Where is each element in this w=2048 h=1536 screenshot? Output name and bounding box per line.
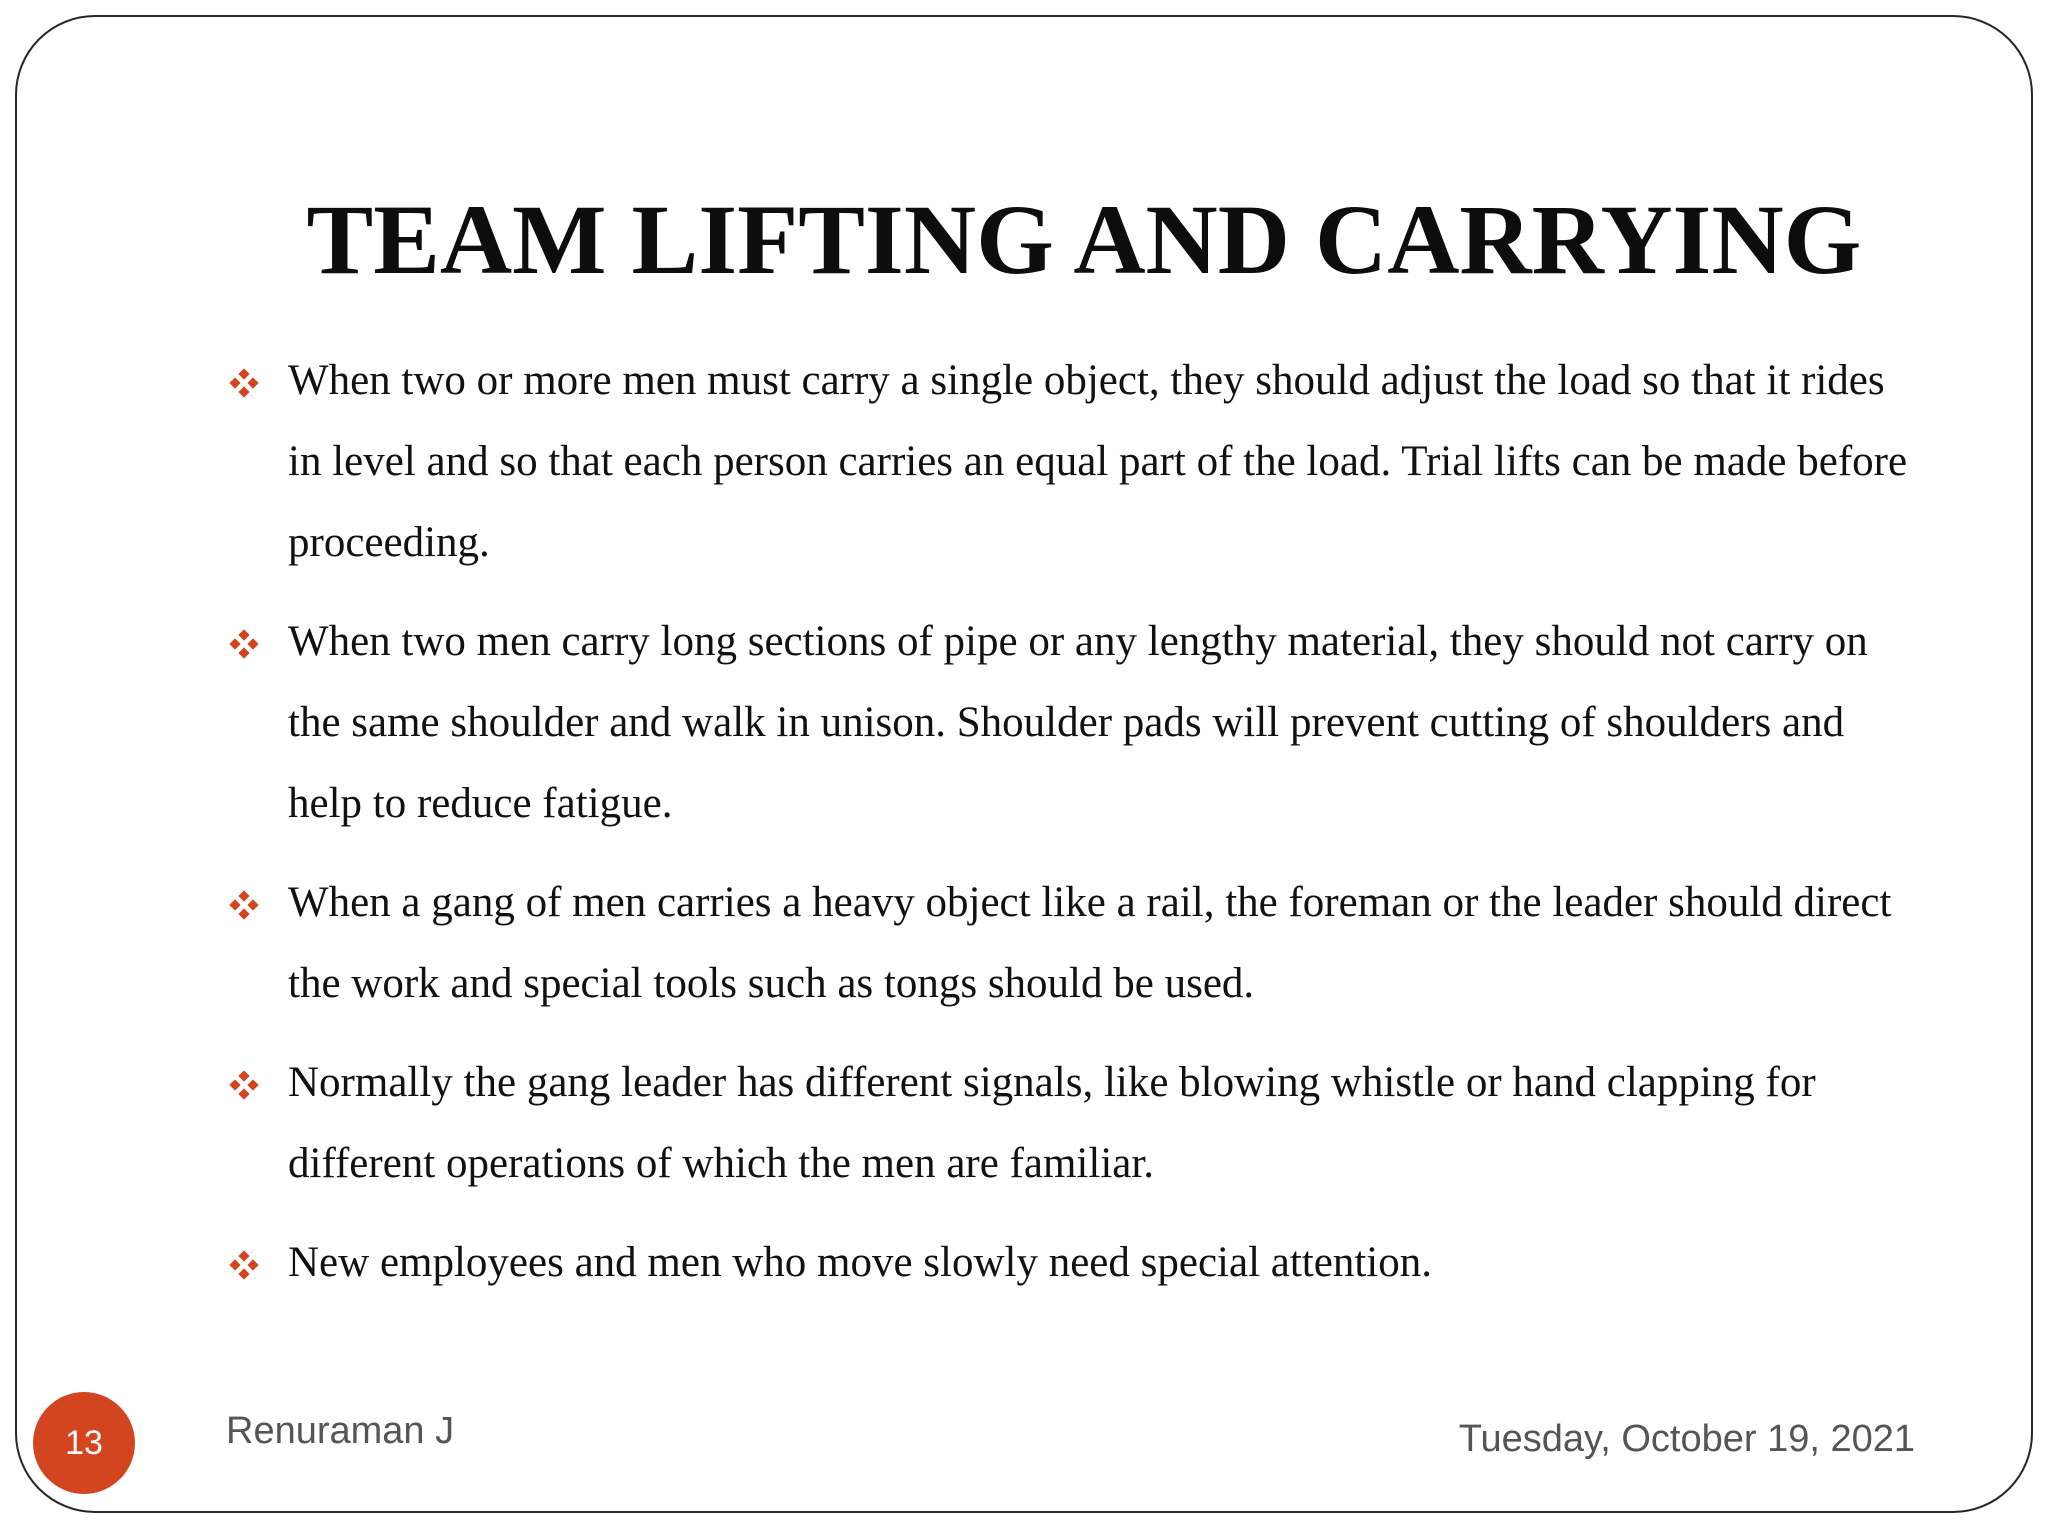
bullet-list (225, 340, 1925, 1321)
diamond-bullet-icon (229, 890, 259, 920)
diamond-bullet-icon (229, 1070, 259, 1100)
diamond-bullet-icon (229, 1250, 259, 1280)
bullet-text: When two or more men must carry a single object, they should adjust the load so that it rides in level and so that each person carries an equal part of the load. Trial lifts can be made before proceeding. (288, 357, 1908, 566)
bullet-text: Normally the gang leader has different signals, like blowing whistle or hand clapping for different operations of which the men are familiar. (288, 1059, 1816, 1187)
bullet-item (225, 340, 1925, 583)
bullet-text: When two men carry long sections of pipe or any lengthy material, they should not carry on the same shoulder and walk in unison. Shoulder pads will prevent cutting of shoulders and help to reduce fatigue. (288, 618, 1868, 827)
page-number-badge: 13 (33, 1392, 135, 1494)
bullet-text: New employees and men who move slowly need special attention. (288, 1239, 1432, 1286)
footer-author: Renuraman J (226, 1410, 455, 1452)
bullet-item (225, 1222, 1925, 1303)
diamond-bullet-icon (229, 368, 259, 398)
diamond-bullet-icon (229, 629, 259, 659)
footer-date: Tuesday, October 19, 2021 (1458, 1418, 1915, 1460)
bullet-text: When a gang of men carries a heavy object like a rail, the foreman or the leader should direct the work and special tools such as tongs should be used. (288, 879, 1892, 1007)
slide-title: TEAM LIFTING AND CARRYING (306, 184, 1862, 295)
bullet-item (225, 862, 1925, 1024)
bullet-item (225, 1042, 1925, 1204)
bullet-item (225, 601, 1925, 844)
